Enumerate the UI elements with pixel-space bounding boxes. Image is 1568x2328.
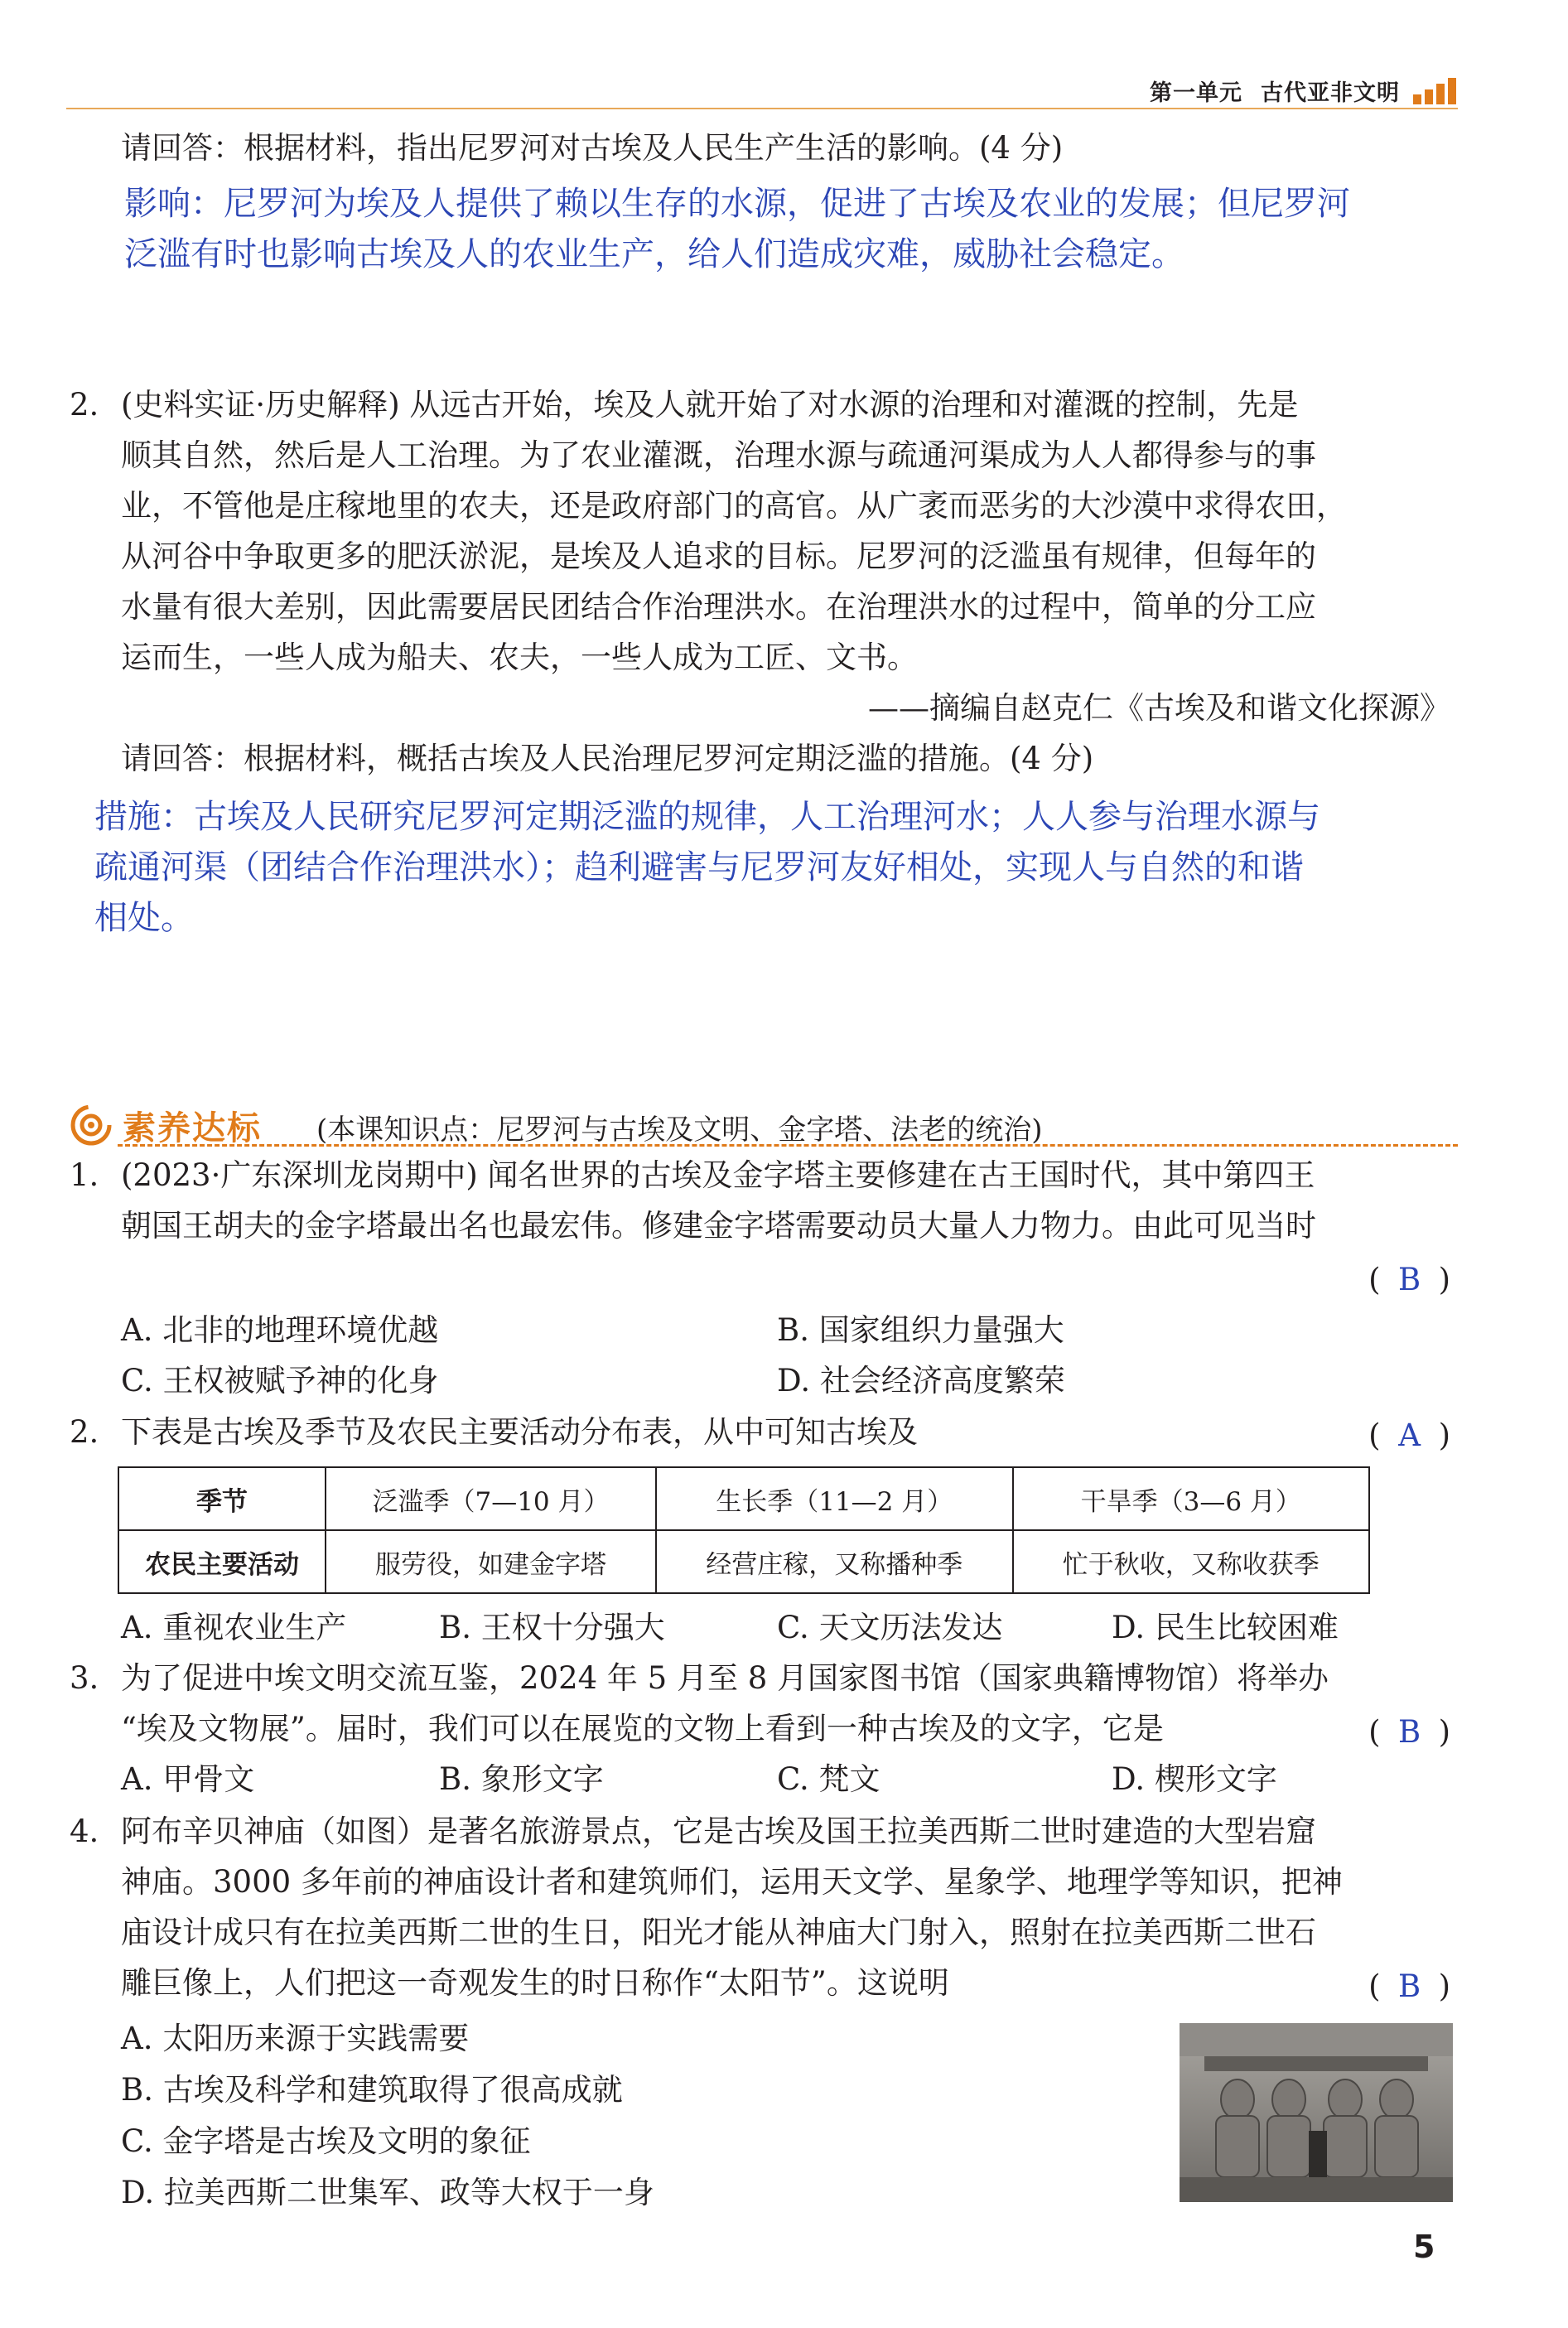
header-rule [66, 108, 1458, 109]
q2-answer-line: 相处。 [94, 899, 194, 937]
s4-text-line: 阿布辛贝神庙（如图）是著名旅游景点，它是古埃及国王拉美西斯二世时建造的大型岩窟 [121, 1814, 1316, 1849]
s3-text-line: 为了促进中埃文明交流互鉴，2024 年 5 月至 8 月国家图书馆（国家典籍博物馆）将举办 [121, 1660, 1329, 1696]
s2-option-a: A. 重视农业生产 [121, 1610, 347, 1645]
s3-answer: ( B ) [1368, 1714, 1450, 1750]
s3-text-line: “埃及文物展”。届时，我们可以在展览的文物上看到一种古埃及的文字，它是 [121, 1711, 1164, 1746]
s1-option-b: B. 国家组织力量强大 [777, 1312, 1064, 1348]
q2-text-line: (史料实证·历史解释) 从远古开始，埃及人就开始了对水源的治理和对灌溉的控制，先是 [121, 387, 1299, 423]
s2-option-c: C. 天文历法发达 [777, 1610, 1003, 1645]
section-rule [118, 1144, 1458, 1147]
unit-label: 第一单元 [1150, 80, 1242, 106]
q2-number: 2. [70, 387, 99, 423]
target-icon [68, 1104, 114, 1147]
table-cell: 生长季（11—2 月） [656, 1467, 1012, 1530]
q2-prompt: 请回答：根据材料，概括古埃及人民治理尼罗河定期泛滥的措施。(4 分) [121, 741, 1094, 776]
s4-option-d: D. 拉美西斯二世集军、政等大权于一身 [121, 2175, 654, 2210]
s1-number: 1. [70, 1157, 99, 1193]
s1-answer: ( B ) [1368, 1262, 1450, 1297]
q2-text-line: 业，不管他是庄稼地里的农夫，还是政府部门的高官。从广袤而恶劣的大沙漠中求得农田， [121, 488, 1347, 524]
table-row [118, 1467, 1369, 1530]
page-header [66, 73, 1458, 109]
q2-source: ——摘编自赵克仁《古埃及和谐文化探源》 [868, 690, 1450, 726]
section-note: (本课知识点：尼罗河与古埃及文明、金字塔、法老的统治) [316, 1113, 1043, 1147]
s3-option-c: C. 梵文 [777, 1761, 880, 1797]
q2-answer-line: 疏通河渠（团结合作治理洪水）；趋利避害与尼罗河友好相处，实现人与自然的和谐 [94, 848, 1304, 886]
s4-option-c: C. 金字塔是古埃及文明的象征 [121, 2123, 531, 2159]
s2-answer: ( A ) [1368, 1418, 1450, 1453]
s4-option-a: A. 太阳历来源于实践需要 [121, 2021, 470, 2056]
s1-text-line: (2023·广东深圳龙岗期中) 闻名世界的古埃及金字塔主要修建在古王国时代，其中第四王 [121, 1157, 1315, 1193]
s4-answer: ( B ) [1368, 1968, 1450, 2004]
season-table [118, 1466, 1370, 1594]
s4-text-line: 庙设计成只有在拉美西斯二世的生日，阳光才能从神庙大门射入，照射在拉美西斯二世石 [121, 1915, 1316, 1950]
q2-answer-line: 措施：古埃及人民研究尼罗河定期泛滥的规律，人工治理河水；人人参与治理水源与 [94, 798, 1320, 836]
table-row [118, 1530, 1369, 1593]
section-title: 素养达标 [123, 1109, 262, 1147]
table-cell: 季节 [118, 1467, 326, 1530]
s3-option-a: A. 甲骨文 [121, 1761, 255, 1797]
s2-answer-letter: A [1398, 1418, 1421, 1453]
q2-text-line: 从河谷中争取更多的肥沃淤泥，是埃及人追求的目标。尼罗河的泛滥虽有规律，但每年的 [121, 539, 1316, 574]
s3-number: 3. [70, 1660, 99, 1696]
s1-answer-letter: B [1397, 1262, 1421, 1297]
s2-option-b: B. 王权十分强大 [439, 1610, 665, 1645]
s2-text-line: 下表是古埃及季节及农民主要活动分布表，从中可知古埃及 [121, 1414, 918, 1450]
s4-text-line: 神庙。3000 多年前的神庙设计者和建筑师们，运用天文学、星象学、地理学等知识，把神 [121, 1864, 1343, 1900]
bar-chart-icon [1413, 78, 1458, 104]
abu-simbel-temple-image [1180, 2023, 1453, 2202]
s4-number: 4. [70, 1814, 99, 1849]
table-cell: 忙于秋收，又称收获季 [1013, 1530, 1370, 1593]
s1-option-c: C. 王权被赋予神的化身 [121, 1363, 439, 1398]
s3-option-d: D. 楔形文字 [1112, 1761, 1277, 1797]
header-text [1131, 75, 1400, 107]
s2-number: 2. [70, 1414, 99, 1450]
s1-option-a: A. 北非的地理环境优越 [121, 1312, 439, 1348]
q2-text-line: 顺其自然，然后是人工治理。为了农业灌溉，治理水源与疏通河渠成为人人都得参与的事 [121, 437, 1316, 473]
s4-answer-letter: B [1397, 1968, 1421, 2004]
q1-answer-line: 影响：尼罗河为埃及人提供了赖以生存的水源，促进了古埃及农业的发展；但尼罗河 [124, 185, 1350, 223]
table-cell: 服劳役，如建金字塔 [326, 1530, 656, 1593]
q1-answer-line: 泛滥有时也影响古埃及人的农业生产，给人们造成灾难，威胁社会稳定。 [124, 235, 1184, 273]
q2-text-line: 运而生，一些人成为船夫、农夫，一些人成为工匠、文书。 [121, 640, 918, 675]
table-cell: 农民主要活动 [118, 1530, 326, 1593]
q2-text-line: 水量有很大差别，因此需要居民团结合作治理洪水。在治理洪水的过程中，简单的分工应 [121, 589, 1316, 625]
s4-text-line: 雕巨像上，人们把这一奇观发生的时日称作“太阳节”。这说明 [121, 1965, 949, 2001]
s2-option-d: D. 民生比较困难 [1112, 1610, 1339, 1645]
page-number: 5 [1413, 2229, 1435, 2265]
q1-prompt: 请回答：根据材料，指出尼罗河对古埃及人民生产生活的影响。(4 分) [121, 130, 1064, 166]
s1-text-line: 朝国王胡夫的金字塔最出名也最宏伟。修建金字塔需要动员大量人力物力。由此可见当时 [121, 1208, 1316, 1244]
table-cell: 泛滥季（7—10 月） [326, 1467, 656, 1530]
s1-option-d: D. 社会经济高度繁荣 [777, 1363, 1065, 1398]
unit-title: 古代亚非文明 [1261, 80, 1400, 106]
table-cell: 经营庄稼，又称播种季 [656, 1530, 1012, 1593]
section-header [68, 1102, 1458, 1148]
table-cell: 干旱季（3—6 月） [1013, 1467, 1370, 1530]
s3-answer-letter: B [1397, 1714, 1421, 1750]
s4-option-b: B. 古埃及科学和建筑取得了很高成就 [121, 2072, 623, 2108]
s3-option-b: B. 象形文字 [439, 1761, 604, 1797]
